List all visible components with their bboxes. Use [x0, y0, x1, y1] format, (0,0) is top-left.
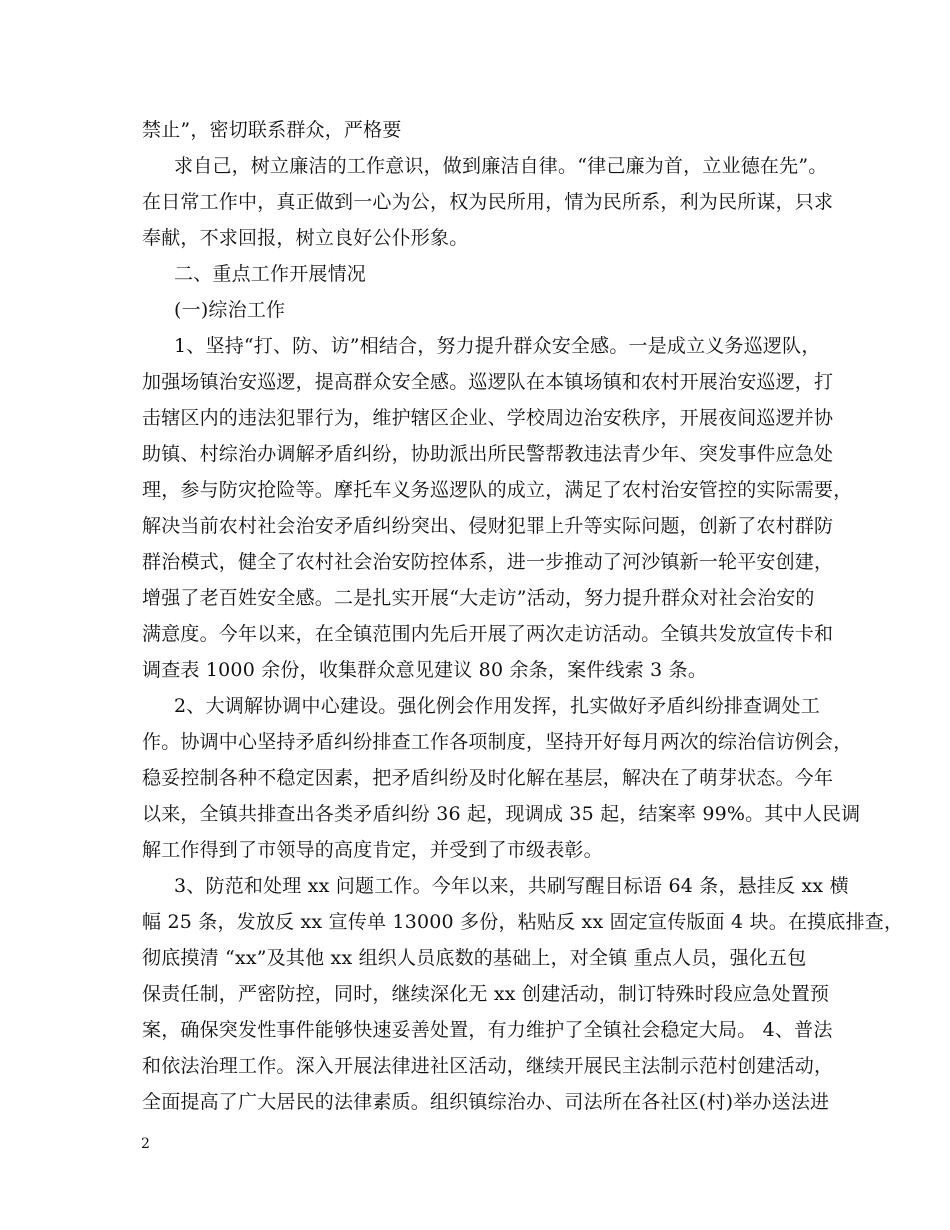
text-line: 案，确保突发性事件能够快速妥善处置，有力维护了全镇社会稳定大局。 4、普法: [142, 1019, 833, 1041]
text-line: 解工作得到了市领导的高度肯定，并受到了市级表彰。: [142, 839, 603, 861]
text-line: 在日常工作中，真正做到一心为公，权为民所用，情为民所系，利为民所谋，只求: [142, 191, 834, 213]
text-line: 满意度。今年以来，在全镇范围内先后开展了两次走访活动。全镇共发放宣传卡和: [142, 623, 834, 645]
text-line: 2、大调解协调中心建设。强化例会作用发挥，扎实做好矛盾纠纷排查调处工: [174, 695, 820, 717]
page-number: 2: [141, 1136, 150, 1152]
text-line: (一)综治工作: [174, 299, 286, 321]
text-line: 击辖区内的违法犯罪行为，维护辖区企业、学校周边治安秩序，开展夜间巡逻并协: [142, 407, 834, 429]
text-line: 求自己，树立廉洁的工作意识，做到廉洁自律。“律己廉为首，立业德在先”。: [174, 155, 828, 177]
text-line: 助镇、村综治办调解矛盾纠纷，协助派出所民警帮教违法青少年、突发事件应急处: [142, 443, 834, 465]
text-line: 理，参与防灾抢险等。摩托车义务巡逻队的成立，满足了农村治安管控的实际需要，: [142, 479, 853, 501]
text-line: 3、防范和处理 xx 问题工作。今年以来，共刷写醒目标语 64 条，悬挂反 xx 横: [174, 875, 849, 897]
text-line: 调查表 1000 余份，收集群众意见建议 80 余条，案件线索 3 条。: [142, 659, 708, 681]
document-body: [142, 112, 904, 1120]
text-line: 奉献，不求回报，树立良好公仆形象。: [142, 227, 469, 249]
text-line: 加强场镇治安巡逻，提高群众安全感。巡逻队在本镇场镇和农村开展治安巡逻，打: [142, 371, 834, 393]
text-line: 稳妥控制各种不稳定因素，把矛盾纠纷及时化解在基层，解决在了萌芽状态。今年: [142, 767, 834, 789]
text-line: 幅 25 条，发放反 xx 宣传单 13000 多份，粘贴反 xx 固定宣传版面 4 块。在摸底排查，: [142, 911, 904, 933]
text-line: 彻底摸清 “xx”及其他 xx 组织人员底数的基础上，对全镇 重点人员，强化五包: [142, 947, 807, 969]
text-line: 保责任制，严密防控，同时，继续深化无 xx 创建活动，制订特殊时段应急处置预: [142, 983, 830, 1005]
text-line: 1、坚持“打、防、访”相结合，努力提升群众安全感。一是成立义务巡逻队，: [174, 335, 821, 357]
text-line: 禁止”，密切联系群众，严格要: [142, 119, 402, 141]
text-line: 以来，全镇共排查出各类矛盾纠纷 36 起，现调成 35 起，结案率 99%。其中人民调: [142, 803, 861, 825]
text-line: 增强了老百姓安全感。二是扎实开展“大走访”活动，努力提升群众对社会治安的: [142, 587, 815, 609]
text-line: 作。协调中心坚持矛盾纠纷排查工作各项制度，坚持开好每月两次的综治信访例会，: [142, 731, 853, 753]
text-line: 全面提高了广大居民的法律素质。组织镇综治办、司法所在各社区(村)举办送法进: [142, 1091, 830, 1113]
text-line: 解决当前农村社会治安矛盾纠纷突出、侵财犯罪上升等实际问题，创新了农村群防: [142, 515, 834, 537]
text-line: 群治模式，健全了农村社会治安防控体系，进一步推动了河沙镇新一轮平安创建，: [142, 551, 834, 573]
text-line: 和依法治理工作。深入开展法律进社区活动，继续开展民主法制示范村创建活动，: [142, 1055, 834, 1077]
text-line: 二、重点工作开展情况: [174, 263, 367, 285]
